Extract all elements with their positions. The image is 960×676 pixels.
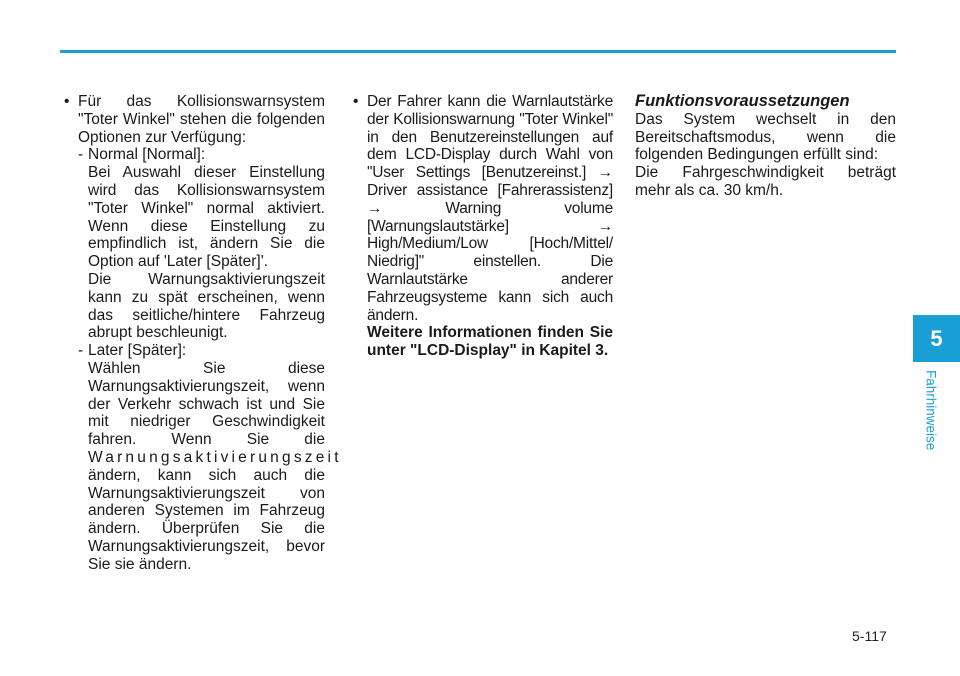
page-number: 5-117: [852, 628, 887, 644]
normal-description: Bei Auswahl dieser Einstellung wird das Kollisionswarnsystem "Toter Winkel" normal aktiviert. Wenn diese Einstellung zu empfindlich ist, ändern Sie die Option auf 'Later [Später]'.: [88, 164, 325, 271]
chapter-label: Fahrhinweise: [923, 370, 939, 451]
bullet-options: • Für das Kollisionswarnsystem "Toter Winkel" stehen die folgenden Optionen zur Verfügung:: [64, 93, 325, 146]
option-normal-label: - Normal [Normal]:: [78, 146, 206, 164]
header-rule: [60, 50, 896, 53]
standby-conditions-intro: Das System wechselt in den Bereitschaftsmodus, wenn die folgenden Bedingungen erfüllt sind:: [635, 110, 896, 164]
dash-marker: -: [78, 146, 84, 164]
lcd-display-reference: Weitere Informationen finden Sie unter "LCD-Display" in Kapitel 3.: [367, 324, 613, 360]
speed-condition: Die Fahrgeschwindigkeit beträgt mehr als ca. 30 km/h.: [635, 164, 896, 199]
later-description: Wählen Sie diese Warnungsaktivierungszeit, wenn der Verkehr schwach ist und Sie mit niedriger Geschwindigkeit fahren. Wenn Sie die Warnungsaktivierungszeit ändern, kann sich auch die Warnungsaktivierungszeit von anderen Systemen im Fahrzeug ändern. Überprüfen Sie die Warnungsaktivierungszeit, bevor Sie sie ändern.: [88, 359, 342, 573]
normal-warning-timing-note: Die Warnungsaktivierungszeit kann zu spät erscheinen, wenn das seitliche/hintere Fahrzeug abrupt beschleunigt.: [88, 270, 325, 342]
option-later-label: - Later [Später]:: [78, 342, 187, 360]
bullet-dot: •: [64, 93, 70, 110]
dash-marker: -: [78, 342, 84, 360]
bullet-warning-volume: • Der Fahrer kann die Warnlautstärke der Kollisionswarnung "Toter Winkel" in den Benutzereinstellungen auf dem LCD-Display durch Wahl von "User Settings [Benutzereinst.] → Driver assistance [Fahrerassistenz] → Warning volume [Warnungslautstärke] → High/Medium/Low [Hoch/Mittel/ Niedrig]" einstellen. Die Warnlautstärke anderer Fahrzeugsysteme kann sich auch ändern.: [353, 93, 613, 324]
column-middle: [351, 93, 613, 360]
chapter-number-tab: 5: [913, 315, 960, 362]
bullet-dot: •: [353, 93, 359, 110]
section-heading: Funktionsvoraussetzungen: [635, 92, 850, 110]
column-right: [635, 93, 896, 200]
column-left: [62, 93, 342, 574]
